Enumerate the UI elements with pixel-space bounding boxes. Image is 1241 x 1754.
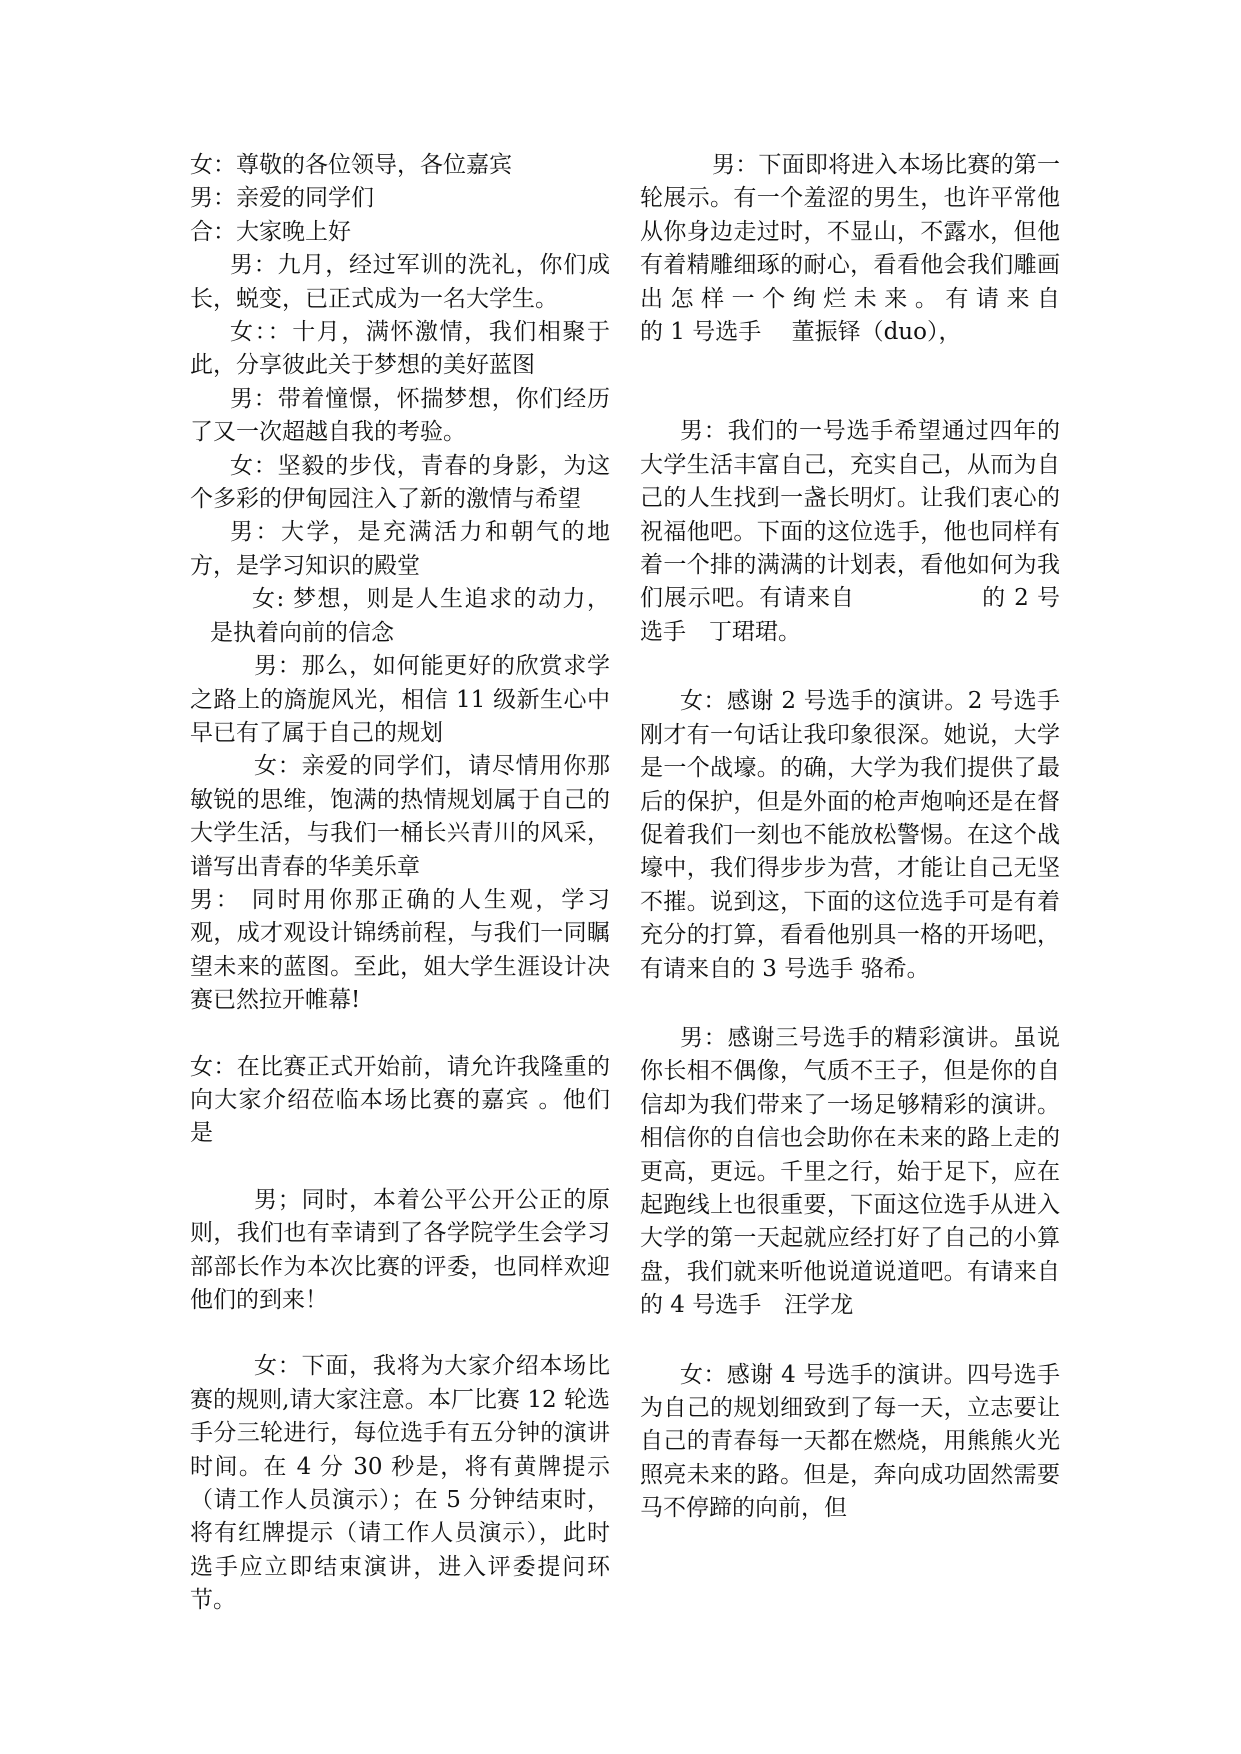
script-paragraph: 男：那么，如何能更好的欣赏求学之路上的旖旎风光，相信 11 级新生心中早已有了属于自己的规划 — [190, 653, 610, 746]
script-paragraph: 男：带着憧憬，怀揣梦想，你们经历了又一次超越自我的考验。 — [190, 385, 610, 446]
script-paragraph: 女：：十月，满怀激情，我们相聚于此，分享彼此关于梦想的美好蓝图 — [190, 319, 610, 379]
script-paragraph: 男：九月，经过军训的洗礼，你们成长，蜕变，已正式成为一名大学生。 — [190, 252, 610, 312]
script-paragraph: 女：在比赛正式开始前，请允许我隆重的向大家介绍莅临本场比赛的嘉宾 。他们是 — [190, 1053, 610, 1147]
script-paragraph: 女：尊敬的各位领导，各位嘉宾 — [190, 152, 512, 178]
script-paragraph: 男： 同时用你那正确的人生观，学习观，成才观设计锦绣前程，与我们一同瞩望未来的蓝图。至此，姐大学生涯设计决赛已然拉开帷幕! — [190, 886, 610, 1014]
paragraph-spacer — [190, 1317, 610, 1350]
script-paragraph: 女：感谢 2 号选手的演讲。2 号选手刚才有一句话让我印象很深。她说，大学是一个战壕。的确，大学为我们提供了最后的保护，但是外面的枪声炮响还是在督促着我们一刻也不能放松警惕。在这个战壕中，我们得步步为营，才能让自己无坚不摧。说到这，下面的这位选手可是有着充分的打算，看看他别具一格的开场吧，有请来自的 3 号选手 骆希。 — [640, 688, 1060, 982]
script-paragraph: 男；同时，本着公平公开公正的原则，我们也有幸请到了各学院学生会学习部部长作为本次比赛的评委，也同样欢迎他们的到来！ — [190, 1186, 610, 1313]
paragraph-spacer — [190, 1018, 610, 1051]
script-paragraph: 女：坚毅的步伐，青春的身影，为这个多彩的伊甸园注入了新的激情与希望 — [190, 452, 610, 513]
script-paragraph: 男：大学，是充满活力和朝气的地方，是学习知识的殿堂 — [190, 519, 610, 579]
script-paragraph: 女：感谢 4 号选手的演讲。四号选手为自己的规划细致到了每一天，立志要让自己的青春每一天都在燃烧，用熊熊火光照亮未来的路。但是，奔向成功固然需要马不停蹄的向前，但 — [640, 1361, 1060, 1522]
right-text-column — [640, 149, 1160, 1526]
paragraph-spacer — [640, 986, 1060, 1022]
script-paragraph: 女: 梦想，则是人生追求的动力，是执着向前的信念 — [210, 586, 610, 646]
left-text-column — [190, 149, 610, 1618]
script-paragraph: 女：下面，我将为大家介绍本场比赛的规则,请大家注意。本厂比赛 12 轮选手分三轮进行，每位选手有五分钟的演讲时间。在 4 分 30 秒是，将有黄牌提示（请工作人员演示）；在 5 分钟结束时，将有红牌提示（请工作人员演示），此时选手应立即结束演讲，进入评委提问环节。 — [190, 1353, 610, 1614]
script-paragraph: 男：亲爱的同学们 — [190, 185, 374, 212]
paragraph-spacer — [640, 1323, 1060, 1359]
paragraph-spacer — [640, 349, 1060, 415]
script-paragraph: 男：感谢三号选手的精彩演讲。虽说你长相不偶像，气质不王子，但是你的自信却为我们带来了一场足够精彩的演讲。相信你的自信也会助你在未来的路上走的更高，更远。千里之行，始于足下，应在起跑线上也很重要，下面这位选手从进入大学的第一天起就应经打好了自己的小算盘，我们就来听他说道说道吧。有请来自的 4 号选手 汪学龙 — [640, 1024, 1060, 1319]
script-paragraph: 男：我们的一号选手希望通过四年的大学生活丰富自己，充实自己，从而为自己的人生找到一盏长明灯。让我们衷心的祝福他吧。下面的这位选手，他也同样有着一个排的满满的计划表，看他如何为我们展示吧。有请来自 的 2 号选手 丁珺珺。 — [640, 418, 1060, 645]
paragraph-spacer — [640, 649, 1060, 685]
paragraph-spacer — [190, 1151, 610, 1184]
script-paragraph: 女：亲爱的同学们，请尽情用你那敏锐的思维，饱满的热情规划属于自己的大学生活，与我们一桶长兴青川的风采，谱写出青春的华美乐章 — [190, 753, 610, 880]
script-paragraph: 合：大家晚上好 — [190, 218, 351, 245]
script-paragraph: 男：下面即将进入本场比赛的第一轮展示。有一个羞涩的男生，也许平常他从你身边走过时，不显山，不露水，但他有着精雕细琢的耐心，看看他会我们雕画出怎样一个绚烂未来。有请来自 的 1 号选手 董振铎（duo）， — [640, 152, 1160, 346]
